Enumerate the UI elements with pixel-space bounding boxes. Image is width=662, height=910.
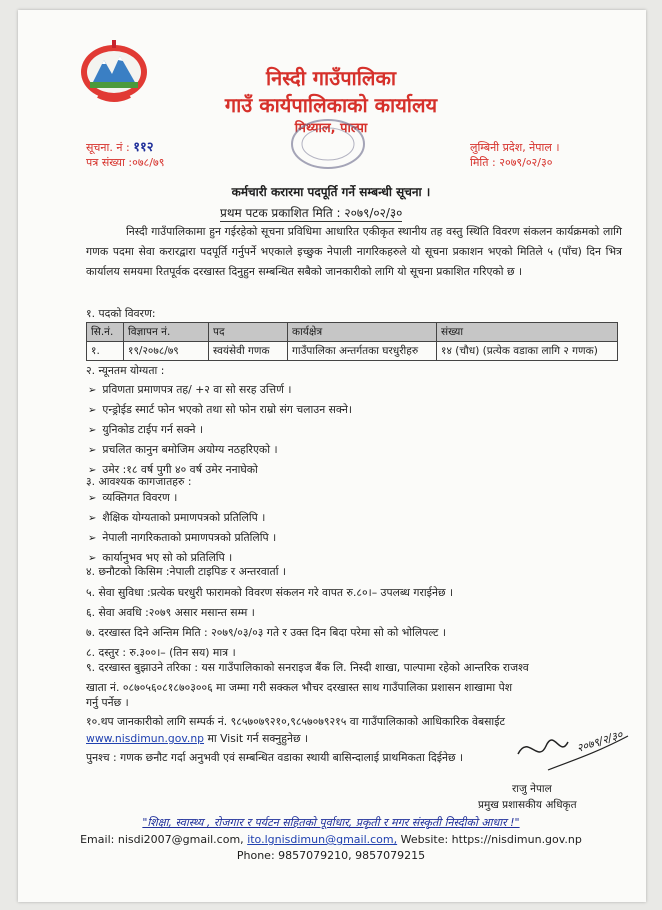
- document-item: ➢ शैक्षिक योग्यताको प्रमाणपत्रको प्रतिलिपि ।: [88, 510, 265, 525]
- qualification-item: ➢ प्रविणता प्रमाणपत्र तह/ +२ वा सो सरह उत्तिर्ण ।: [88, 382, 291, 397]
- intro-paragraph: निस्दी गाउँपालिकामा हुन गईरहेको सूचना प्रविधिमा आधारित एकीकृत स्थानीय तह वस्तु स्थिति विवरण संकलन कार्यक्रमको लागि गणक पदमा सेवा करारद्वारा पदपूर्ति गर्नुपर्ने भएकाले इच्छुक नेपाली नागरिकहरुले यो सूचना प्रकाशन भएको मितिले ५ (पाँच) दिन भित्र कार्यालय समयमा रितपूर्वक दरखास्त दिनुहुन सम्बन्धित सबैको जानकारीको लागि यो सूचना प्रकाशित गरिएको छ ।: [86, 225, 622, 278]
- province: लुम्बिनी प्रदेश, नेपाल ।: [470, 141, 560, 154]
- office-title: निस्दी गाउँपालिका: [265, 66, 397, 90]
- qualification-item: ➢ एन्ड्रोईड स्मार्ट फोन भएको तथा सो फोन राम्रो संग चलाउन सक्ने।: [88, 402, 352, 417]
- website-link[interactable]: www.nisdimun.gov.np: [86, 732, 205, 745]
- qualification-item: ➢ युनिकोड टाईप गर्न सक्ने ।: [88, 422, 203, 437]
- contact-website-line: [86, 731, 308, 746]
- postscript-note: पुनश्च : गणक छनौट गर्दा अनुभवी एवं सम्बन्धित वडाका स्थायी बासिन्दालाई प्राथमिकता दिईनेछ ।: [86, 751, 464, 764]
- notice-number-label: सूचना. नं :: [86, 141, 130, 154]
- signatory-name: राजु नेपाल: [512, 783, 552, 795]
- table-header-cell: संख्या: [437, 323, 618, 342]
- qualification-item: ➢ उमेर :१८ वर्ष पुगी ४० वर्ष उमेर ननाघेको: [88, 462, 258, 477]
- office-subtitle: गाउँ कार्यपालिकाको कार्यालय: [224, 93, 438, 117]
- qualification-item: ➢ प्रचलित कानुन बमोजिम अयोग्य नठहरिएको ।: [88, 442, 278, 457]
- notice-reference: [86, 140, 164, 170]
- table-header-cell: विज्ञापन नं.: [124, 323, 209, 342]
- document-item: ➢ व्यक्तिगत विवरण ।: [88, 490, 177, 505]
- visit-text: मा Visit गर्न सक्नुहुनेछ ।: [207, 732, 309, 745]
- email-label: Email:: [80, 833, 115, 846]
- footer-phone: [0, 849, 662, 855]
- date-label: मिति :: [470, 156, 496, 169]
- document-item: ➢ कार्यानुभव भए सो को प्रतिलिपि ।: [88, 550, 232, 565]
- province-date-block: [470, 140, 560, 170]
- contact-info: १०.थप जानकारीको लागि सम्पर्क नं. ९८५७०७९२१०,९८५७०७९२१५ वा गाउँपालिकाको आधिकारिक वेबसाईट: [86, 715, 505, 728]
- selection-method: ४. छनौटको किसिम :नेपाली टाइपिङ र अन्तरवार्ता ।: [86, 565, 287, 578]
- qualifications-heading: २. न्यूनतम योग्यता :: [86, 364, 165, 377]
- signatory-designation: प्रमुख प्रशासकीय अधिकृत: [478, 799, 577, 811]
- letter-number: पत्र संख्या :०७८/७९: [86, 156, 165, 169]
- email-primary[interactable]: nisdi2007@gmail.com,: [117, 833, 244, 846]
- table-cell: १४ (चौध) (प्रत्येक वडाका लागि २ गणक): [437, 342, 618, 361]
- office-location: मिथ्याल, पाल्पा: [294, 121, 368, 136]
- table-header-cell: कार्यक्षेत्र: [288, 323, 437, 342]
- office-stamp-icon: [288, 116, 368, 172]
- notice-number: ११२: [133, 140, 154, 155]
- date-value: २०७९/०२/३०: [499, 156, 553, 169]
- table-cell: १.: [87, 342, 124, 361]
- publish-date: प्रथम पटक प्रकाशित मिति : २०७९/०२/३०: [220, 206, 403, 220]
- table-row: [87, 342, 618, 361]
- service-period: ६. सेवा अवधि :२०७९ असार मसान्त सम्म ।: [86, 606, 255, 619]
- submission-method-3: गर्नु पर्नेछ ।: [86, 696, 129, 709]
- service-facility: ५. सेवा सुविधा :प्रत्येक घरधुरी फारामको विवरण संकलन गरे वापत रु.८०।– उपलब्ध गराईनेछ ।: [86, 586, 454, 599]
- handwritten-date: २०७९/२/३०: [575, 727, 625, 756]
- table-header-cell: सि.नं.: [87, 323, 124, 342]
- footer-slogan: "शिक्षा, स्वास्थ्य , रोजगार र पर्यटन सहितको पूर्वाधार, प्रकृती र मगर संस्कृती निस्दीको आधार !": [142, 816, 520, 829]
- table-cell: गाउँपालिका अन्तर्गतका घरधुरीहरु: [288, 342, 437, 361]
- application-deadline: ७. दरखास्त दिने अन्तिम मिति : २०७९/०३/०३ गते र उक्त दिन बिदा परेमा सो को भोलिपल्ट ।: [86, 626, 447, 639]
- footer-contacts: [0, 833, 662, 846]
- table-cell: १९/२०७८/७९: [124, 342, 209, 361]
- documents-heading: ३. आवश्यक कागजातहरु :: [86, 475, 192, 488]
- posts-table: [86, 322, 618, 361]
- submission-method-2: खाता नं. ०८७०५६०८१८७०३००६ मा जम्मा गरी सक्कल भौचर दरखास्त साथ गाउँपालिका प्रशासन शाखामा पेश: [86, 681, 513, 694]
- document-item: ➢ नेपाली नागरिकताको प्रमाणपत्रको प्रतिलिपि ।: [88, 530, 276, 545]
- table-cell: स्वयंसेवी गणक: [209, 342, 288, 361]
- submission-method-1: ९. दरखास्त बुझाउने तरिका : यस गाउँपालिकाको सनराइज बैंक लि. निस्दी शाखा, पाल्पामा रहेको आन्तरिक राजश्व: [86, 661, 529, 674]
- table-header-cell: पद: [209, 323, 288, 342]
- footer-website[interactable]: Website: https://nisdimun.gov.np: [400, 833, 582, 846]
- posts-heading: १. पदको विवरण:: [86, 307, 156, 320]
- notice-subject: कर्मचारी करारमा पदपूर्ति गर्ने सम्बन्धी सूचना ।: [231, 185, 431, 199]
- application-fee: ८. दस्तुर : रु.३००।– (तिन सय) मात्र ।: [86, 646, 236, 659]
- table-header-row: [87, 323, 618, 342]
- email-secondary[interactable]: ito.lgnisdimun@gmail.com,: [247, 833, 398, 846]
